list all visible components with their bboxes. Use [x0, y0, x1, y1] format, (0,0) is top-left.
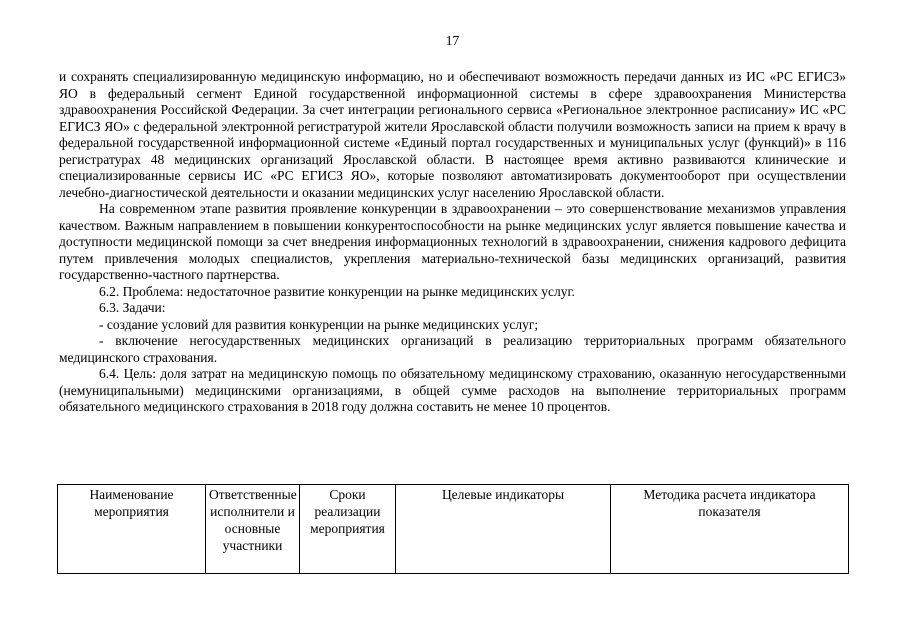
page-number: 17 — [445, 33, 460, 48]
paragraph-tasks-heading: 6.3. Задачи: — [99, 300, 166, 315]
header-measure-name: Наименование мероприятия — [58, 485, 206, 574]
header-calculation-method: Методика расчета индикатора показателя — [611, 485, 849, 574]
paragraph-task-1: - создание условий для развития конкуренции на рынке медицинских услуг; — [99, 316, 539, 332]
header-responsible: Ответственные исполнители и основные участники — [206, 485, 300, 574]
paragraph-problem: 6.2. Проблема: недостаточное развитие конкуренции на рынке медицинских услуг. — [99, 283, 575, 299]
paragraph-competition: На современном этапе развития проявление конкуренции в здравоохранении – это совершенствование механизмов управления качеством. Важным направлением в повышении конкурентоспособности на рынке медицинских услуг является повышение качества и доступности медицинской помощи за счет внедрения информационных технологий в здравоохранении, снижения кадрового дефицита путем привлечения молодых специалистов, укрепления материально-технической базы медицинских организаций, развития государственно-частного партнерства. — [59, 201, 846, 282]
header-deadlines: Сроки реализации мероприятия — [300, 485, 396, 574]
measures-table — [57, 484, 849, 574]
document-body — [59, 69, 846, 416]
paragraph-intro-continuation: и сохранять специализированную медицинскую информацию, но и обеспечивают возможность передачи данных из ИС «РС ЕГИСЗ» ЯО в федеральный сегмент Единой государственной информационной системы в сфере здравоохранения Министерства здравоохранения Российской Федерации. За счет интеграции регионального сервиса «Региональное электронное расписаниу» ИС «РС ЕГИСЗ ЯО» с федеральной электронной регистратурой жители Ярославской области получили возможность записи на прием к врачу в федеральной государственной информационной системе «Единый портал государственных и муниципальных услуг (функций)» в 116 регистратурах 48 медицинских организаций Ярославской области. В настоящее время активно развиваются клинические и специализированные сервисы ИС «РС ЕГИСЗ ЯО», которые позволяют автоматизировать документооборот при осуществлении лечебно-диагностической деятельности и оказании медицинских услуг населению Ярославской области. — [59, 69, 846, 200]
table-header-row — [58, 485, 849, 574]
header-target-indicators: Целевые индикаторы — [396, 485, 611, 574]
paragraph-task-2: - включение негосударственных медицинских организаций в реализацию территориальных программ обязательного медицинского страхования. — [59, 333, 846, 365]
paragraph-goal: 6.4. Цель: доля затрат на медицинскую помощь по обязательному медицинскому страхованию, оказанную негосударственными (немуниципальными) медицинскими организациями, в общей сумме расходов на выполнение территориальных программ обязательного медицинского страхования в 2018 году должна составить не менее 10 процентов. — [59, 366, 846, 414]
